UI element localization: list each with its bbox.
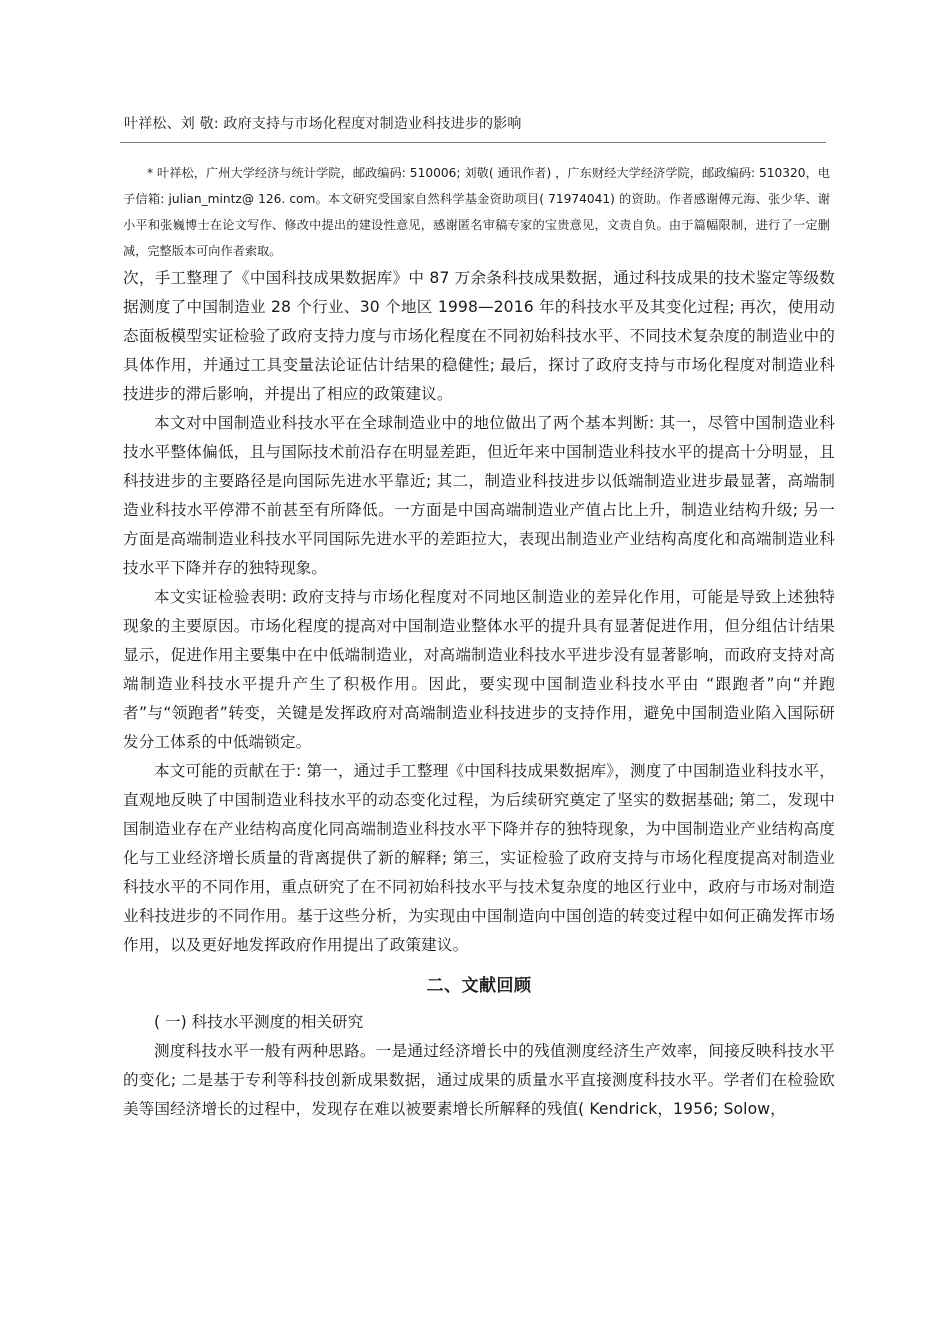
paragraph-literature: 测度科技水平一般有两种思路。一是通过经济增长中的残值测度经济生产效率，间接反映科技水平的变化; 二是基于专利等科技创新成果数据，通过成果的质量水平直接测度科技水平。学者们在检验欧美等国经济增长的过程中，发现存在难以被要素增长所解释的残值( Kendrick，1956; Solow， (123, 1042, 835, 1118)
article-body (123, 264, 835, 1124)
paragraph-empirical-findings: 本文实证检验表明: 政府支持与市场化程度对不同地区制造业的差异化作用，可能是导致上述独特现象的主要原因。市场化程度的提高对中国制造业整体水平的提升具有显著促进作用，但分组估计结果显示，促进作用主要集中在中低端制造业，对高端制造业科技水平进步没有显著影响，而政府支持对高端制造业科技水平提升产生了积极作用。因此，要实现中国制造业科技水平由 “跟跑者”向“并跑者”与“领跑者”转变，关键是发挥政府对高端制造业科技进步的支持作用，避免中国制造业陷入国际研发分工体系的中低端锁定。 (123, 588, 835, 751)
section-heading-literature-review: 二、文献回顾 (426, 976, 532, 996)
running-header-title: 叶祥松、刘 敬: 政府支持与市场化程度对制造业科技进步的影响 (124, 116, 522, 132)
paragraph-continuation: 次，手工整理了《中国科技成果数据库》中 87 万余条科技成果数据，通过科技成果的技术鉴定等级数据测度了中国制造业 28 个行业、30 个地区 1998—2016 年的科技水平及其变化过程; 再次，使用动态面板模型实证检验了政府支持力度与市场化程度在不同初始科技水平、不同技术复杂度的制造业中的具体作用，并通过工具变量法论证估计结果的稳健性; 最后，探讨了政府支持与市场化程度对制造业科技进步的滞后影响，并提出了相应的政策建议。 (123, 269, 835, 403)
subsection-heading-measurement: ( 一) 科技水平测度的相关研究 (154, 1013, 364, 1031)
author-footnote: * 叶祥松，广州大学经济与统计学院，邮政编码: 510006; 刘敬( 通讯作者) ，广东财经大学经济学院，邮政编码: 510320，电子信箱: julian_mintz@ 126. com。本文研究受国家自然科学基金资助项目( 71974041) 的资助。作者感谢傅元海、张少华、谢小平和张巍博士在论文写作、修改中提出的建设性意见，感谢匿名审稿专家的宝贵意见，文责自负。由于篇幅限制，进行了一定删减，完整版本可向作者索取。 (123, 166, 830, 258)
paragraph-basic-judgment: 本文对中国制造业科技水平在全球制造业中的地位做出了两个基本判断: 其一，尽管中国制造业科技水平整体偏低，且与国际技术前沿存在明显差距，但近年来中国制造业科技水平的提高十分明显，且科技进步的主要路径是向国际先进水平靠近; 其二，制造业科技进步以低端制造业进步最显著，高端制造业科技水平停滞不前甚至有所降低。一方面是中国高端制造业产值占比上升，制造业结构升级; 另一方面是高端制造业科技水平同国际先进水平的差距拉大，表现出制造业产业结构高度化和高端制造业科技水平下降并存的独特现象。 (123, 414, 835, 577)
header-divider (120, 142, 826, 143)
paragraph-contributions: 本文可能的贡献在于: 第一，通过手工整理《中国科技成果数据库》，测度了中国制造业科技水平，直观地反映了中国制造业科技水平的动态变化过程，为后续研究奠定了坚实的数据基础; 第二，发现中国制造业存在产业结构高度化同高端制造业科技水平下降并存的独特现象，为中国制造业产业结构高度化与工业经济增长质量的背离提供了新的解释; 第三，实证检验了政府支持与市场化程度提高对制造业科技水平的不同作用，重点研究了在不同初始科技水平与技术复杂度的地区行业中，政府与市场对制造业科技进步的不同作用。基于这些分析，为实现由中国制造向中国创造的转变过程中如何正确发挥市场作用，以及更好地发挥政府作用提出了政策建议。 (123, 762, 835, 954)
